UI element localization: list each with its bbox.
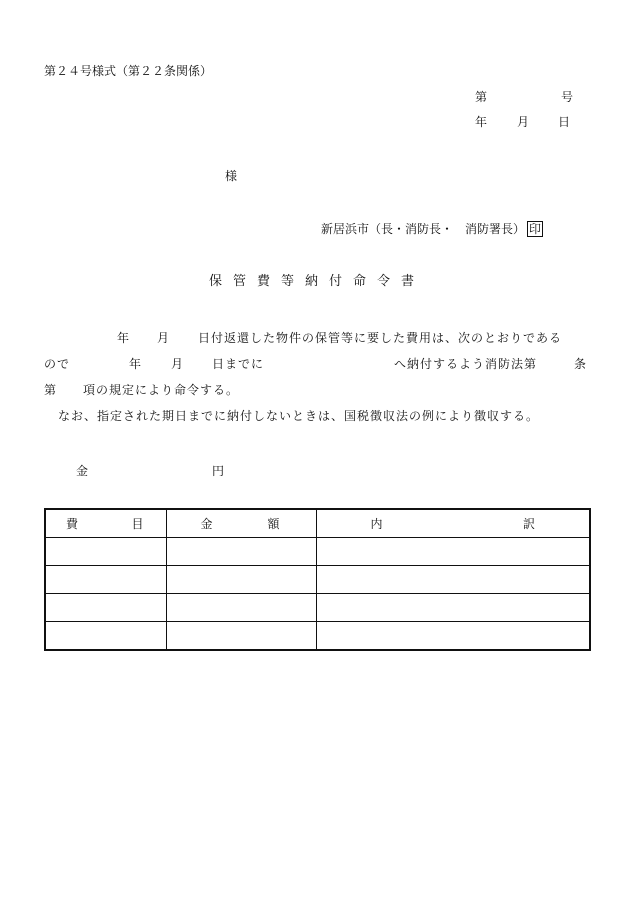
cell-amount (166, 594, 316, 622)
table-row (45, 566, 590, 594)
body-l3-rest: 項の規定により命令する。 (83, 383, 240, 397)
table-row (45, 622, 590, 651)
addressee-suffix: 様 (225, 169, 238, 183)
table-row (45, 594, 590, 622)
date-day-label: 日 (558, 115, 571, 129)
body-l1-year: 年 (117, 331, 131, 345)
document-title: 保管費等納付命令書 (209, 274, 426, 289)
number-suffix: 号 (561, 90, 574, 104)
table-row (45, 538, 590, 566)
form-label: 第２４号様式（第２２条関係） (44, 64, 213, 78)
header-fee-item: 費 目 (45, 509, 166, 538)
fee-table (44, 508, 591, 651)
body-l2-year: 年 (129, 357, 143, 371)
header-amount: 金 額 (166, 509, 316, 538)
cell-fee-item (45, 622, 166, 651)
table-header-row (45, 509, 590, 538)
number-prefix: 第 (475, 90, 488, 104)
cell-fee-item (45, 594, 166, 622)
body-l1-month: 月 (157, 331, 171, 345)
header-breakdown: 内 訳 (316, 509, 590, 538)
amount-unit: 円 (212, 464, 225, 478)
cell-amount (166, 622, 316, 651)
cell-breakdown (316, 594, 590, 622)
cell-fee-item (45, 566, 166, 594)
body-l2-rest: へ納付するよう消防法第 (394, 357, 538, 371)
issuer-name: 新居浜市（長・消防長・ 消防署長） (321, 222, 526, 236)
cell-fee-item (45, 538, 166, 566)
body-l2-day: 日までに (212, 357, 265, 371)
amount-label: 金 (76, 464, 89, 478)
cell-breakdown (316, 538, 590, 566)
date-month-label: 月 (517, 115, 530, 129)
body-l1-rest: 日付返還した物件の保管等に要した費用は、次のとおりである (198, 331, 563, 345)
issuer-line (321, 221, 543, 237)
cell-amount (166, 566, 316, 594)
body-l2-month: 月 (171, 357, 185, 371)
date-year-label: 年 (475, 115, 488, 129)
cell-amount (166, 538, 316, 566)
seal-mark: 印 (529, 222, 542, 236)
body-l3-start: 第 (44, 383, 58, 397)
cell-breakdown (316, 622, 590, 651)
body-l2-article: 条 (574, 357, 588, 371)
body-l4: なお、指定された期日までに納付しないときは、国税徴収法の例により徴収する。 (58, 409, 540, 423)
cell-breakdown (316, 566, 590, 594)
body-l2-start: ので (44, 357, 71, 371)
